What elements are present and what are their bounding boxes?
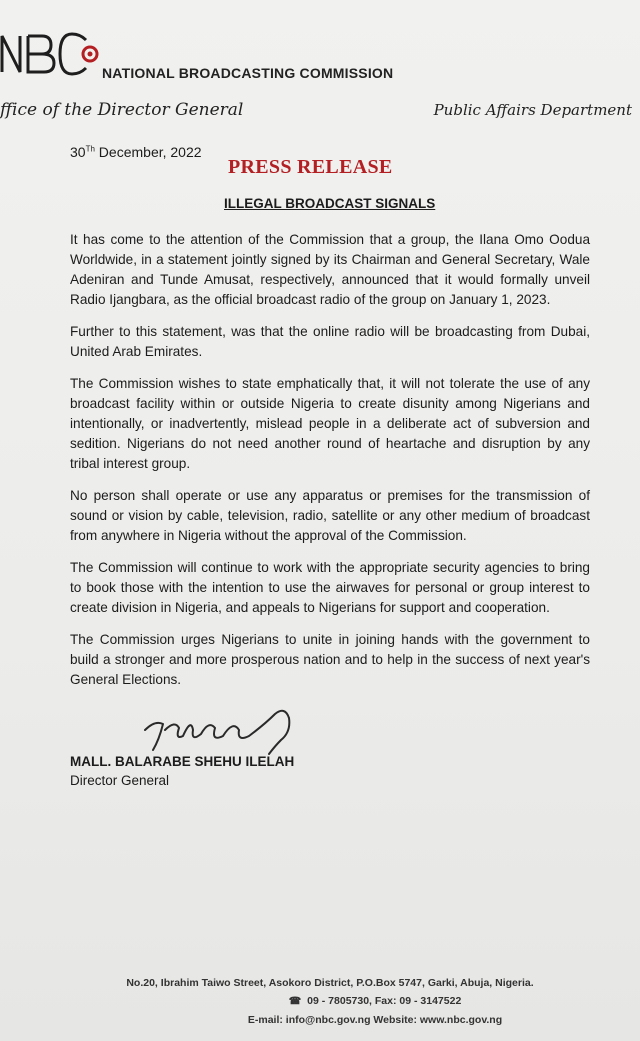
release-body xyxy=(70,230,590,702)
paragraph: It has come to the attention of the Commission that a group, the Ilana Omo Oodua Worldwide, in a statement jointly signed by its Chairman and General Secretary, Wale Adeniran and Tunde Amusat, respectively, announced that it would formally unveil Radio Ijangbara, as the official broadcast radio of the group on January 1, 2023. xyxy=(70,232,590,307)
signatory-title: Director General xyxy=(70,773,170,788)
department-label: Public Affairs Department xyxy=(433,101,632,119)
press-release-title: PRESS RELEASE xyxy=(228,156,393,178)
footer-phone: 09 - 7805730, Fax: 09 - 3147522 xyxy=(307,995,462,1007)
commission-name: NATIONAL BROADCASTING COMMISSION xyxy=(102,65,394,81)
paragraph: No person shall operate or use any apparatus or premises for the transmission of sound or vision by cable, television, radio, satellite or any other medium of broadcast from anywhere in Nigeria without the approval of the Commission. xyxy=(70,488,590,543)
footer-address: No.20, Ibrahim Taiwo Street, Asokoro District, P.O.Box 5747, Garki, Abuja, Nigeria. xyxy=(126,977,534,989)
signatory-name: MALL. BALARABE SHEHU ILELAH xyxy=(70,754,295,769)
footer-phone-row xyxy=(0,992,640,1011)
handwritten-signature xyxy=(135,700,325,760)
date-suffix: Th xyxy=(85,144,95,154)
footer-contact: E-mail: info@nbc.gov.ng Website: www.nbc.gov.ng xyxy=(247,1014,503,1026)
release-date xyxy=(70,144,202,160)
date-month-year: December, 2022 xyxy=(94,144,202,160)
date-day: 30 xyxy=(70,144,86,160)
footer xyxy=(0,974,640,1029)
paragraph: The Commission will continue to work with the appropriate security agencies to bring to book those with the intention to use the airwaves for personal or group interest to create division in Nigeria, and appeals to Nigerians for support and cooperation. xyxy=(70,560,590,615)
office-label: ffice of the Director General xyxy=(0,100,244,120)
nbc-logo xyxy=(0,28,100,78)
paragraph: The Commission urges Nigerians to unite in joining hands with the government to build a stronger and more prosperous nation and to help in the success of next year's General Elections. xyxy=(70,632,590,687)
paragraph: The Commission wishes to state emphatically that, it will not tolerate the use of any broadcast facility within or outside Nigeria to create disunity among Nigerians and intentionally, or inadvertently, mislead people in a deliberate act of subversion and sedition. Nigerians do not need another round of heartache and disruption by any tribal interest group. xyxy=(70,376,590,471)
release-heading: ILLEGAL BROADCAST SIGNALS xyxy=(224,196,436,211)
phone-icon: ☎ xyxy=(288,996,302,1007)
paragraph: Further to this statement, was that the online radio will be broadcasting from Dubai, United Arab Emirates. xyxy=(70,324,590,359)
